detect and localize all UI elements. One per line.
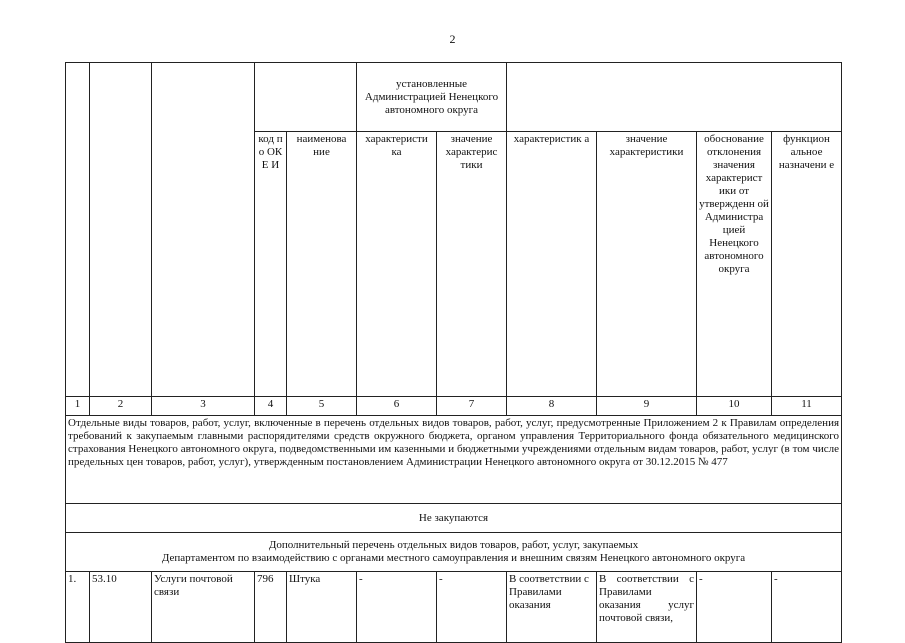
column-number: 6 xyxy=(357,397,437,416)
header-row-group xyxy=(66,63,842,132)
row-number: 1. xyxy=(66,572,90,643)
column-number: 3 xyxy=(152,397,255,416)
additional-list-heading xyxy=(66,533,842,572)
page-number: 2 xyxy=(449,32,456,46)
column-number: 2 xyxy=(90,397,152,416)
column-number: 5 xyxy=(287,397,357,416)
column-number: 7 xyxy=(437,397,507,416)
header-characteristic-a: характеристи ка xyxy=(357,132,437,397)
section-row xyxy=(66,416,842,504)
not-purchased-text: Не закупаются xyxy=(66,504,842,533)
requirements-table xyxy=(65,62,842,643)
additional-line-1: Дополнительный перечень отдельных видов товаров, работ, услуг, закупаемых xyxy=(268,539,639,551)
header-cell-3 xyxy=(152,63,255,397)
header-characteristic-b: характеристик а xyxy=(507,132,597,397)
row-okei-code: 796 xyxy=(255,572,287,643)
group-header: установленные Администрацией Ненецкого автономного округа xyxy=(357,63,507,132)
column-number: 4 xyxy=(255,397,287,416)
row-name: Услуги почтовой связи xyxy=(152,572,255,643)
column-number: 1 xyxy=(66,397,90,416)
additional-line-2: Департаментом по взаимодействию с органами местного самоуправления и внешним связям Ненецкого автономного округа xyxy=(161,552,746,564)
header-cell-2 xyxy=(90,63,152,397)
additional-list-row xyxy=(66,533,842,572)
row-characteristic-a: - xyxy=(357,572,437,643)
header-okei-name: наименова ние xyxy=(287,132,357,397)
header-value-b: значение характеристики xyxy=(597,132,697,397)
header-cell-approved xyxy=(507,63,842,132)
header-value-a: значение характерис тики xyxy=(437,132,507,397)
column-number: 11 xyxy=(772,397,842,416)
section-text: Отдельные виды товаров, работ, услуг, включенные в перечень отдельных видов товаров, работ, услуг, предусмотренные Приложением 2 к Правилам определения требований к закупаемым главными распорядителями средств окружного бюджета, органом управления Территориального фонда обязательного медицинского страхования Ненецкого автономного округа, подведомственными им казенными и бюджетными учреждениями отдельным видам товаров, работ, услуг (в том числе предельных цен товаров, работ, услуг), утвержденным постановлением Администрации Ненецкого автономного округа от 30.12.2015 № 477 xyxy=(66,416,842,504)
column-number: 9 xyxy=(597,397,697,416)
row-purpose: - xyxy=(772,572,842,643)
column-number: 10 xyxy=(697,397,772,416)
table-row xyxy=(66,572,842,643)
header-okei-code: код по ОКЕ И xyxy=(255,132,287,397)
row-characteristic-b: В соответствии с Правилами оказания xyxy=(507,572,597,643)
row-value-a: - xyxy=(437,572,507,643)
header-purpose: функцион альное назначени е xyxy=(772,132,842,397)
header-cell-okei xyxy=(255,63,357,132)
row-justification: - xyxy=(697,572,772,643)
column-number: 8 xyxy=(507,397,597,416)
row-okpd-code: 53.10 xyxy=(90,572,152,643)
not-purchased-row xyxy=(66,504,842,533)
column-number-row xyxy=(66,397,842,416)
row-value-b: В соответствии с Правилами оказания услуг почтовой связи, xyxy=(597,572,697,643)
row-okei-name: Штука xyxy=(287,572,357,643)
header-cell-1 xyxy=(66,63,90,397)
header-justification: обоснование отклонения значения характерист ики от утвержденн ой Администра цией Ненецкого автономного округа xyxy=(697,132,772,397)
